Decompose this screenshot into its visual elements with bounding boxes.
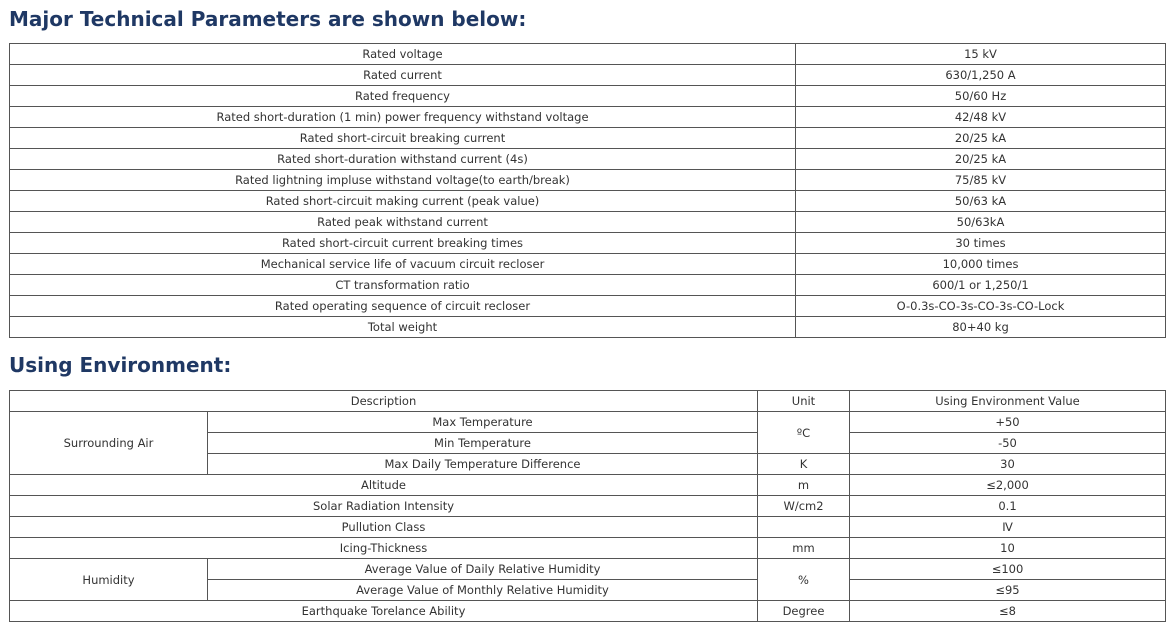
section-title-technical-parameters: Major Technical Parameters are shown below: (9, 7, 527, 31)
parameter-name: Rated operating sequence of circuit recloser (10, 296, 796, 317)
row-value: 0.1 (850, 496, 1166, 517)
row-description: Altitude (10, 475, 758, 496)
row-value: 30 (850, 454, 1166, 475)
row-description: Pullution Class (10, 517, 758, 538)
table-row (10, 233, 1166, 254)
parameter-value: 20/25 kA (796, 149, 1166, 170)
row-value: +50 (850, 412, 1166, 433)
parameter-name: Rated current (10, 65, 796, 86)
parameter-value: 50/63 kA (796, 191, 1166, 212)
parameter-name: Rated voltage (10, 44, 796, 65)
parameter-name: Rated frequency (10, 86, 796, 107)
table-row (10, 44, 1166, 65)
parameter-value: 20/25 kA (796, 128, 1166, 149)
table-row (10, 475, 1166, 496)
header-unit: Unit (758, 391, 850, 412)
table-row (10, 254, 1166, 275)
parameter-name: Rated peak withstand current (10, 212, 796, 233)
table-row (10, 296, 1166, 317)
row-unit: mm (758, 538, 850, 559)
row-unit: W/cm2 (758, 496, 850, 517)
table-row (10, 317, 1166, 338)
row-unit: % (758, 559, 850, 601)
parameter-value: 42/48 kV (796, 107, 1166, 128)
group-label-surrounding-air: Surrounding Air (10, 412, 208, 475)
table-row (10, 601, 1166, 622)
table-row (10, 496, 1166, 517)
group-label-humidity: Humidity (10, 559, 208, 601)
header-value: Using Environment Value (850, 391, 1166, 412)
row-description: Solar Radiation Intensity (10, 496, 758, 517)
parameter-value: 30 times (796, 233, 1166, 254)
parameter-value: 50/63kA (796, 212, 1166, 233)
table-row (10, 107, 1166, 128)
row-value: ≤8 (850, 601, 1166, 622)
table-row (10, 149, 1166, 170)
row-unit: K (758, 454, 850, 475)
row-unit (758, 517, 850, 538)
row-description: Average Value of Daily Relative Humidity (208, 559, 758, 580)
parameter-name: Rated short-circuit making current (peak value) (10, 191, 796, 212)
parameter-value: 75/85 kV (796, 170, 1166, 191)
table-row (10, 275, 1166, 296)
row-value: ≤95 (850, 580, 1166, 601)
table-row (10, 86, 1166, 107)
parameter-value: 10,000 times (796, 254, 1166, 275)
table-header-row (10, 391, 1166, 412)
row-value: ≤100 (850, 559, 1166, 580)
table-row (10, 65, 1166, 86)
parameter-value: 80+40 kg (796, 317, 1166, 338)
row-value: ≤2,000 (850, 475, 1166, 496)
row-unit: ºC (758, 412, 850, 454)
header-description: Description (10, 391, 758, 412)
parameter-name: Rated lightning impluse withstand voltage(to earth/break) (10, 170, 796, 191)
row-value: Ⅳ (850, 517, 1166, 538)
parameter-name: Rated short-circuit current breaking times (10, 233, 796, 254)
technical-parameters-table (9, 43, 1166, 338)
table-row (10, 412, 1166, 433)
table-row (10, 559, 1166, 580)
row-description: Max Daily Temperature Difference (208, 454, 758, 475)
parameter-value: O-0.3s-CO-3s-CO-3s-CO-Lock (796, 296, 1166, 317)
table-row (10, 212, 1166, 233)
row-unit: Degree (758, 601, 850, 622)
row-unit: m (758, 475, 850, 496)
table-row (10, 170, 1166, 191)
parameter-name: Rated short-circuit breaking current (10, 128, 796, 149)
parameter-value: 630/1,250 A (796, 65, 1166, 86)
parameter-name: Total weight (10, 317, 796, 338)
parameter-name: Mechanical service life of vacuum circuit recloser (10, 254, 796, 275)
parameter-value: 600/1 or 1,250/1 (796, 275, 1166, 296)
row-value: 10 (850, 538, 1166, 559)
parameter-value: 50/60 Hz (796, 86, 1166, 107)
parameter-value: 15 kV (796, 44, 1166, 65)
section-title-using-environment: Using Environment: (9, 353, 232, 377)
row-description: Icing-Thickness (10, 538, 758, 559)
table-row (10, 538, 1166, 559)
row-description: Earthquake Torelance Ability (10, 601, 758, 622)
using-environment-table (9, 390, 1166, 622)
row-description: Average Value of Monthly Relative Humidity (208, 580, 758, 601)
table-row (10, 128, 1166, 149)
row-value: -50 (850, 433, 1166, 454)
table-row (10, 191, 1166, 212)
parameter-name: Rated short-duration (1 min) power frequency withstand voltage (10, 107, 796, 128)
parameter-name: Rated short-duration withstand current (4s) (10, 149, 796, 170)
row-description: Min Temperature (208, 433, 758, 454)
parameter-name: CT transformation ratio (10, 275, 796, 296)
row-description: Max Temperature (208, 412, 758, 433)
table-row (10, 517, 1166, 538)
